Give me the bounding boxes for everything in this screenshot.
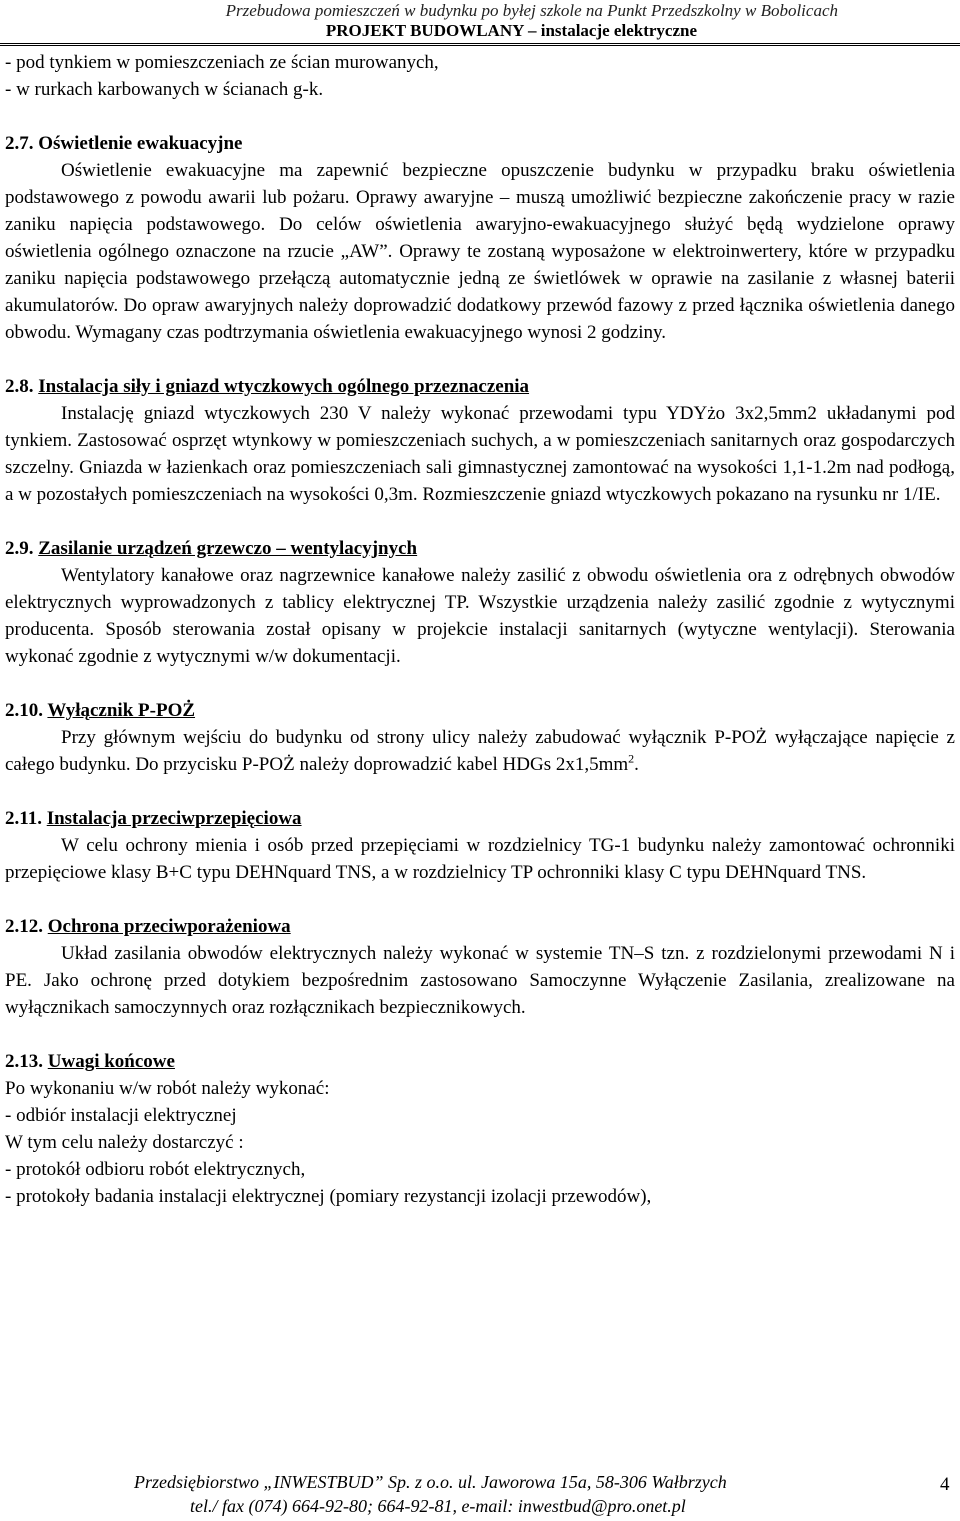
section-heading-2-7 [5, 130, 955, 157]
section-number: 2.7. [5, 133, 34, 154]
section-text-2-7: Oświetlenie ewakuacyjne ma zapewnić bezpieczne opuszczenie budynku w przypadku braku oświetlenia podstawowego z powodu awarii lub pożaru. Oprawy awaryjne – muszą umożliwić bezpieczne zakończenie pracy w razie zaniku napięcia podstawowego. Do celów oświetlenia awaryjno-ewakuacyjnego służyć będą wydzielone oprawy oświetlenia ogólnego oznaczone na rzucie „AW”. Oprawy te zostaną wyposażone w elektroinwertery, które w przypadku zaniku napięcia podstawowego przełączą automatycznie jedną ze świetlówek w oprawie na zasilanie z własnej baterii akumulatorów. Do opraw awaryjnych należy doprowadzić dodatkowy przewód fazowy z przed łącznika oświetlenia danego obwodu. Wymagany czas podtrzymania oświetlenia ewakuacyjnego wynosi 2 godziny. [5, 160, 955, 343]
section-text: Przy głównym wejściu do budynku od strony ulicy należy zabudować wyłącznik P-POŻ wyłączające napięcie z całego budynku. Do przycisku P-POŻ należy doprowadzić kabel HDGs 2x1,5mm [5, 727, 955, 775]
section-heading-2-9 [5, 535, 955, 562]
section-heading-2-11 [5, 805, 955, 832]
section-heading-2-8 [5, 373, 955, 400]
section-heading-2-13 [5, 1048, 955, 1075]
list-line: - protokoły badania instalacji elektrycznej (pomiary rezystancji izolacji przewodów), [5, 1186, 652, 1207]
section-text-2-11: W celu ochrony mienia i osób przed przepięciami w rozdzielnicy TG-1 budynku należy zamontować ochronniki przepięciowe klasy B+C typu DEHNquard TNS, a w rozdzielnicy TP ochronniki klasy C typu DEHNquard TNS. [5, 835, 955, 883]
section-number: 2.9. [5, 538, 34, 559]
section-text-2-12: Układ zasilania obwodów elektrycznych należy wykonać w systemie TN–S tzn. z rozdzielonymi przewodami N i PE. Jako ochronę przed dotykiem bezpośrednim zastosowano Samoczynne Wyłączenie Zasilania, zrealizowane na wyłącznikach samoczynnych oraz rozłącznikach bezpiecznikowych. [5, 943, 955, 1018]
superscript: 2 [628, 751, 635, 766]
section-text-2-8: Instalację gniazd wtyczkowych 230 V należy wykonać przewodami typu YDYżo 3x2,5mm2 układanymi pod tynkiem. Zastosować osprzęt wtynkowy w pomieszczeniach suchych, a w pomieszczeniach sanitarnych oraz gospodarczych szczelny. Gniazda w łazienkach oraz pomieszczeniach sali gimnastycznej zamontować na wysokości 1,1-1.2m nad podłogą, a w pozostałych pomieszczeniach na wysokości 0,3m. Rozmieszczenie gniazd wtyczkowych pokazano na rysunku nr 1/IE. [5, 403, 955, 505]
document-body [5, 49, 955, 1210]
section-text-2-10 [5, 724, 955, 778]
section-number: 2.11. [5, 808, 42, 829]
section-title: Wyłącznik P-POŻ [47, 700, 196, 721]
section-number: 2.8. [5, 376, 34, 397]
section-title: Uwagi końcowe [47, 1051, 175, 1072]
section-heading-2-12 [5, 913, 955, 940]
list-line: - odbiór instalacji elektrycznej [5, 1105, 237, 1126]
section-number: 2.12. [5, 916, 43, 937]
project-title: Przebudowa pomieszczeń w budynku po byłej szkole na Punkt Przedszkolny w Bobolicach [225, 1, 838, 20]
company-address: Przedsiębiorstwo „INWESTBUD” Sp. z o.o. ul. Jaworowa 15a, 58-306 Wałbrzych [134, 1472, 727, 1492]
document-type: PROJEKT BUDOWLANY – instalacje elektryczne [325, 21, 697, 40]
header-divider [0, 43, 960, 46]
page-number: 4 [940, 1474, 950, 1495]
section-heading-2-10 [5, 697, 955, 724]
intro-line: - w rurkach karbowanych w ścianach g-k. [5, 79, 324, 100]
section-title: Instalacja siły i gniazd wtyczkowych ogólnego przeznaczenia [38, 376, 530, 397]
intro-line: - pod tynkiem w pomieszczeniach ze ścian murowanych, [5, 52, 439, 73]
section-text-2-9: Wentylatory kanałowe oraz nagrzewnice kanałowe należy zasilić z obwodu oświetlenia ora z odrębnych obwodów elektrycznych wyprowadzonych z tablicy elektrycznej TP. Wszystkie urządzenia należy zasilić zgodnie z wytycznymi producenta. Sposób sterowania został opisany w projekcie instalacji sanitarnych (wytyczne wentylacji). Sterowania wykonać zgodnie z wytycznymi w/w dokumentacji. [5, 565, 955, 667]
section-number: 2.10. [5, 700, 43, 721]
list-line: W tym celu należy dostarczyć : [5, 1132, 244, 1153]
section-number: 2.13. [5, 1051, 43, 1072]
list-line: - protokół odbioru robót elektrycznych, [5, 1159, 306, 1180]
section-title: Instalacja przeciwprzepięciowa [46, 808, 302, 829]
section-title: Oświetlenie ewakuacyjne [38, 133, 243, 154]
section-text-end: . [634, 754, 639, 775]
list-line: Po wykonaniu w/w robót należy wykonać: [5, 1078, 330, 1099]
section-title: Ochrona przeciwporażeniowa [47, 916, 291, 937]
company-contact: tel./ fax (074) 664-92-80; 664-92-81, e-mail: inwestbud@pro.onet.pl [190, 1496, 686, 1516]
section-title: Zasilanie urządzeń grzewczo – wentylacyjnych [38, 538, 418, 559]
